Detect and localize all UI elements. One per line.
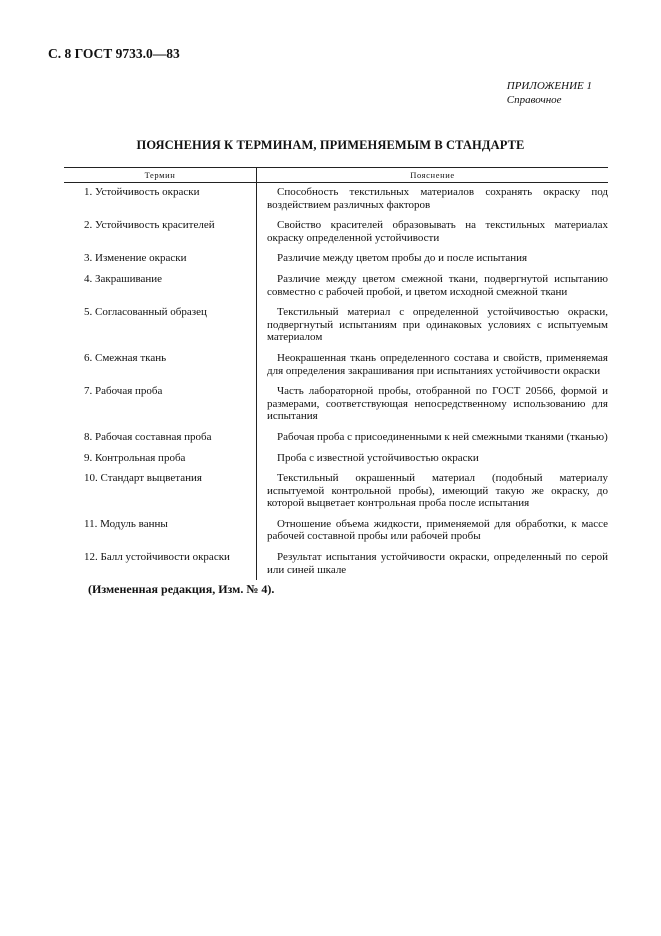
term-cell: 8. Рабочая составная проба — [84, 430, 212, 443]
column-header-explanation: Пояснение — [256, 168, 608, 182]
term-cell: 3. Изменение окраски — [84, 252, 187, 265]
table-row — [64, 515, 608, 548]
explanation-cell: Текстильный материал с определенной устойчивостью окраски, подвергнутый испытаниям при одинаковых условиях с испытуемым материалом — [256, 303, 608, 349]
term-cell: 1. Устойчивость окраски — [84, 186, 200, 198]
appendix-title: ПРИЛОЖЕНИЕ 1 — [506, 80, 592, 92]
explanation-cell: Проба с известной устойчивостью окраски — [256, 449, 608, 470]
appendix-subtitle: Справочное — [506, 94, 562, 106]
table-row — [64, 183, 608, 216]
table-row — [64, 303, 608, 349]
term-cell: 5. Согласованный образец — [84, 306, 207, 319]
table-row — [64, 349, 608, 382]
explanation-cell: Результат испытания устойчивости окраски, определенный по серой или синей шкале — [256, 548, 608, 580]
table-body — [64, 183, 608, 580]
table-row — [64, 249, 608, 270]
term-cell: 4. Закрашивание — [84, 272, 163, 285]
page-header: С. 8 ГОСТ 9733.0—83 — [48, 46, 180, 61]
explanation-cell: Текстильный окрашенный материал (подобный материалу испытуемой контрольной пробы), имеющий такую же окраску, до которой выцветает контрольная проба после испытания — [256, 469, 608, 515]
appendix-label — [507, 79, 592, 107]
term-cell: 12. Балл устойчивости окраски — [84, 551, 230, 564]
term-cell: 10. Стандарт выцветания — [84, 472, 202, 485]
term-cell: 6. Смежная ткань — [84, 351, 167, 364]
table-header — [64, 167, 608, 183]
terms-table — [64, 167, 608, 580]
table-row — [64, 469, 608, 515]
page-title: ПОЯСНЕНИЯ К ТЕРМИНАМ, ПРИМЕНЯЕМЫМ В СТАНДАРТЕ — [136, 138, 525, 152]
explanation-cell: Различие между цветом смежной ткани, подвергнутой испытанию совместно с рабочей пробой, и цветом исходной смежной ткани — [256, 270, 608, 303]
explanation-cell: Неокрашенная ткань определенного состава и свойств, применяемая для определения закрашивания при испытаниях устойчивости окраски — [256, 349, 608, 382]
table-row — [64, 449, 608, 470]
amendment-note: (Измененная редакция, Изм. № 4). — [88, 582, 275, 596]
explanation-cell: Рабочая проба с присоединенными к ней смежными тканями (тканью) — [256, 428, 608, 449]
table-row — [64, 548, 608, 580]
term-cell: 11. Модуль ванны — [84, 517, 168, 530]
table-row — [64, 428, 608, 449]
table-row — [64, 270, 608, 303]
explanation-cell: Различие между цветом пробы до и после испытания — [256, 249, 608, 270]
explanation-cell: Часть лабораторной пробы, отобранной по ГОСТ 20566, формой и размерами, соответствующая непосредственному использованию для испытания — [256, 382, 608, 428]
table-row — [64, 216, 608, 249]
term-cell: 9. Контрольная проба — [84, 451, 186, 464]
column-header-term: Термин — [144, 170, 176, 180]
explanation-cell: Отношение объема жидкости, применяемой для обработки, к массе рабочей составной пробы или рабочей пробы — [256, 515, 608, 548]
table-row — [64, 382, 608, 428]
explanation-cell: Способность текстильных материалов сохранять окраску под воздействием различных факторов — [256, 183, 608, 216]
term-cell: 2. Устойчивость красителей — [84, 219, 215, 232]
explanation-cell: Свойство красителей образовывать на текстильных материалах окраску определенной устойчивости — [256, 216, 608, 249]
term-cell: 7. Рабочая проба — [84, 385, 163, 398]
